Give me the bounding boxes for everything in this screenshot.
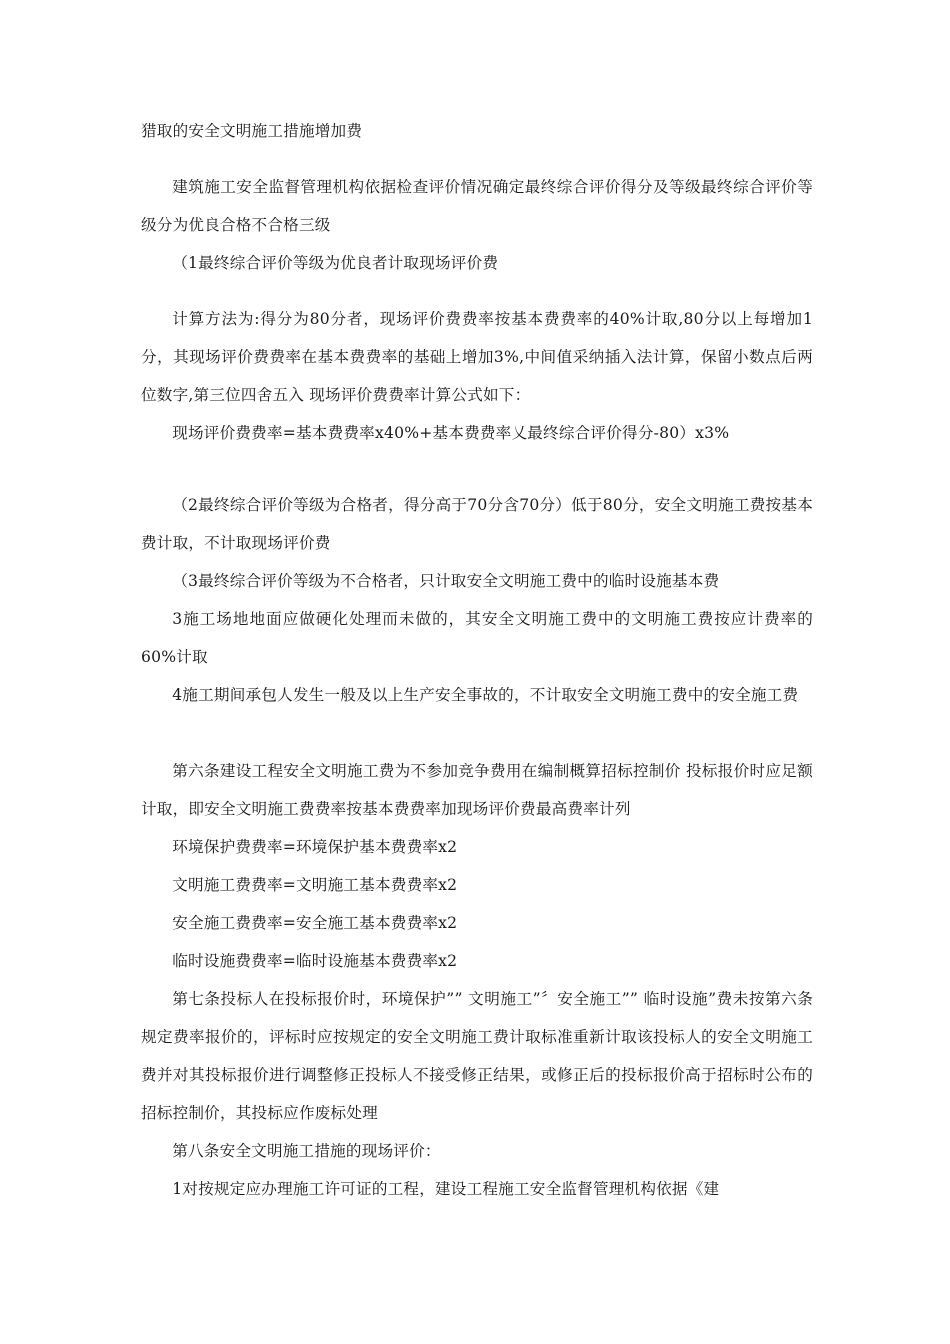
paragraph-evaluation-grades: 建筑施工安全监督管理机构依据检查评价情况确定最终综合评价得分及等级最终综合评价等级分为优良合格不合格三级 [141,178,813,234]
paragraph-article-six: 第六条建设工程安全文明施工费为不参加竞争费用在编制概算招标控制价 投标报价时应足额计取，即安全文明施工费费率按基本费费率加现场评价费最高费率计列 [141,762,813,818]
paragraph-grade-qualified: （2最终综合评价等级为合格者，得分高于70分含70分）低于80分，安全文明施工费按基本费计取，不计取现场评价费 [141,496,813,552]
paragraph-grade-unqualified: （3最终综合评价等级为不合格者，只计取安全文明施工费中的临时设施基本费 [172,572,720,590]
paragraph-permit-projects: 1对按规定应办理施工许可证的工程，建设工程施工安全监督管理机构依据《建 [172,1180,720,1198]
formula-civilized: 文明施工费费率=文明施工基本费费率x2 [172,876,458,894]
paragraph-rate-formula: 现场评价费费率=基本费费率x40%+基本费费率乂最终综合评价得分-80）x3% [172,424,730,442]
paragraph-continuation: 猎取的安全文明施工措施增加费 [141,122,363,140]
paragraph-hardening: 3施工场地地面应做硬化处理而未做的，其安全文明施工费中的文明施工费按应计费率的60%计取 [141,610,813,666]
paragraph-grade-excellent: （1最终综合评价等级为优良者计取现场评价费 [172,254,499,272]
formula-temporary: 临时设施费费率=临时设施基本费费率x2 [172,952,458,970]
paragraph-article-eight: 第八条安全文明施工措施的现场评价： [172,1142,441,1160]
formula-safety: 安全施工费费率=安全施工基本费费率x2 [172,914,458,932]
formula-environment: 环境保护费费率=环境保护基本费费率x2 [172,838,458,856]
paragraph-safety-accident: 4施工期间承包人发生一般及以上生产安全事故的，不计取安全文明施工费中的安全施工费 [172,686,799,704]
paragraph-article-seven: 第七条投标人在投标报价时，环境保护”” 文明施工”〞安全施工”” 临时设施”费未按第六条规定费率报价的，评标时应按规定的安全文明施工费计取标准重新计取该投标人的安全文明施工费并对其投标报价进行调整修正投标人不接受修正结果，或修正后的投标报价高于招标时公布的招标控制价，其投标应作废标处理 [141,990,813,1122]
paragraph-calculation-method: 计算方法为:得分为80分者，现场评价费费率按基本费费率的40%计取,80分以上每增加1分，其现场评价费费率在基本费费率的基础上增加3%,中间值采纳插入法计算，保留小数点后两位数字,第三位四舍五入 现场评价费费率计算公式如下： [141,310,813,404]
